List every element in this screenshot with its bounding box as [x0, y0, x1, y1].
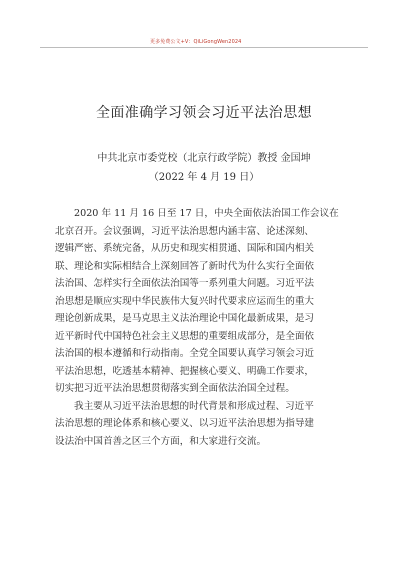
body-line: 近平新时代中国特色社会主义思想的重要组成部分，是全面依: [55, 330, 315, 342]
body-line: 法治国、怎样实行全面依法治国等一系列重大问题。习近平法: [55, 278, 315, 289]
header-watermark: 更多免费公文+V：QiLiGongWen2024: [150, 39, 242, 45]
body-line: 北京召开。会议强调，习近平法治思想内涵丰富、论述深刻、: [55, 225, 315, 237]
body-line: 治思想是顺应实现中华民族伟大复兴时代要求应运而生的重大: [55, 295, 315, 307]
document-date: （2022 年 4 月 19 日）: [148, 172, 260, 183]
body-line: 切实把习近平法治思想贯彻落实到全面依法治国全过程。: [55, 383, 295, 394]
document-title: 全面准确学习领会习近平法治思想: [96, 105, 312, 121]
paragraph-1: [55, 205, 355, 398]
body-line: 联、理论和实际相结合上深刻回答了新时代为什么实行全面依: [55, 260, 315, 272]
body-line: 法治国的根本遵循和行动指南。全党全国要认真学习领会习近: [55, 348, 315, 359]
body-line: 逻辑严密、系统完备，从历史和现实相贯通、国际和国内相关: [55, 243, 315, 254]
body-line: 设法治中国首善之区三个方面，和大家进行交流。: [55, 435, 267, 447]
body-line: 法治思想的理论体系和核心要义、以习近平法治思想为指导建: [55, 418, 315, 429]
document-body: [55, 205, 355, 450]
body-line: 平法治思想，吃透基本精神、把握核心要义、明确工作要求，: [55, 365, 315, 377]
document-author: 中共北京市委党校（北京行政学院）教授 金国坤: [97, 153, 311, 164]
body-line: 2020 年 11 月 16 日至 17 日，中央全面依法治国工作会议在: [74, 208, 339, 219]
header-divider: [40, 47, 368, 48]
body-line: 理论创新成果，是马克思主义法治理论中国化最新成果，是习: [55, 313, 315, 324]
paragraph-2: [55, 398, 355, 451]
body-line: 我主要从习近平法治思想的时代背景和形成过程、习近平: [74, 400, 314, 412]
